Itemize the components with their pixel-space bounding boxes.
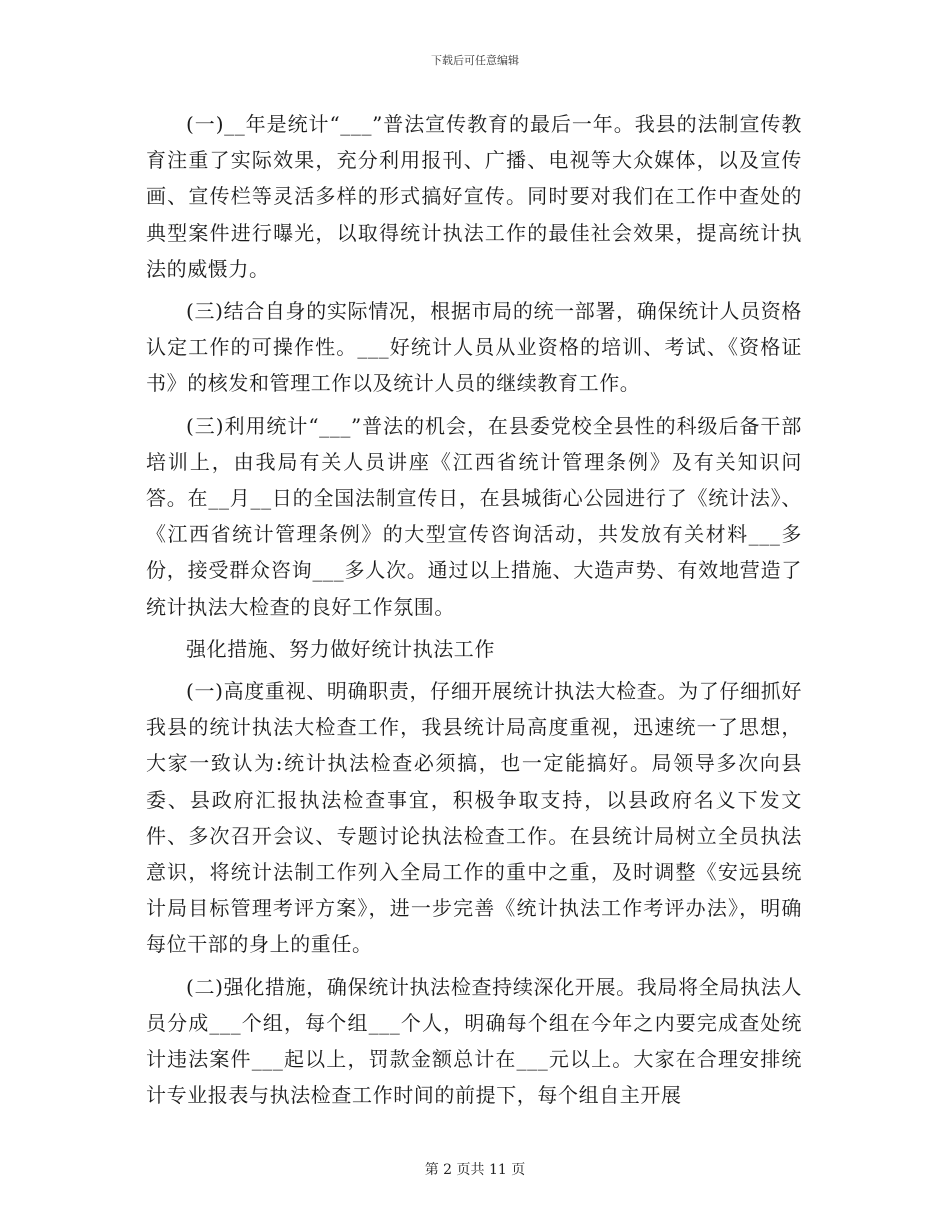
- page-header: 下载后可任意编辑: [431, 54, 519, 67]
- page-footer: 第 2 页共 11 页: [424, 1162, 526, 1178]
- section-heading: 强化措施、努力做好统计执法工作: [186, 636, 495, 661]
- paragraph-4: (一)高度重视、明确职责，仔细开展统计执法大检查。为了仔细抓好我县的统计执法大检查工作，我县统计局高度重视，迅速统一了思想，大家一致认为:统计执法检查必须搞，也一定能搞好。局领导多次向县委、县政府汇报执法检查事宜，积极争取支持，以县政府名义下发文件、多次召开会议、专题讨论执法检查工作。在县统计局树立全员执法意识，将统计法制工作列入全局工作的重中之重，及时调整《安远县统计局目标管理考评方案》，进一步完善《统计执法工作考评办法》，明确每位干部的身上的重任。: [146, 679, 802, 957]
- paragraph-1: (一)__年是统计“___”普法宣传教育的最后一年。我县的法制宣传教育注重了实际效果，充分利用报刊、广播、电视等大众媒体，以及宣传画、宣传栏等灵活多样的形式搞好宣传。同时要对我们在工作中查处的典型案件进行曝光，以取得统计执法工作的最佳社会效果，提高统计执法的威慑力。: [146, 112, 802, 281]
- paragraph-2: (三)结合自身的实际情况，根据市局的统一部署，确保统计人员资格认定工作的可操作性。___好统计人员从业资格的培训、考试、《资格证书》的核发和管理工作以及统计人员的继续教育工作。: [146, 299, 802, 396]
- paragraph-3: (三)利用统计“___”普法的机会，在县委党校全县性的科级后备干部培训上，由我局有关人员讲座《江西省统计管理条例》及有关知识问答。在__月__日的全国法制宣传日，在县城街心公园进行了《统计法》、《江西省统计管理条例》的大型宣传咨询活动，共发放有关材料___多份，接受群众咨询___多人次。通过以上措施、大造声势、有效地营造了统计执法大检查的良好工作氛围。: [146, 413, 802, 619]
- paragraph-5: (二)强化措施，确保统计执法检查持续深化开展。我局将全局执法人员分成___个组，每个组___个人，明确每个组在今年之内要完成查处统计违法案件___起以上，罚款金额总计在___元以上。大家在合理安排统计专业报表与执法检查工作时间的前提下，每个组自主开展: [146, 974, 802, 1108]
- document-body: [146, 106, 802, 1119]
